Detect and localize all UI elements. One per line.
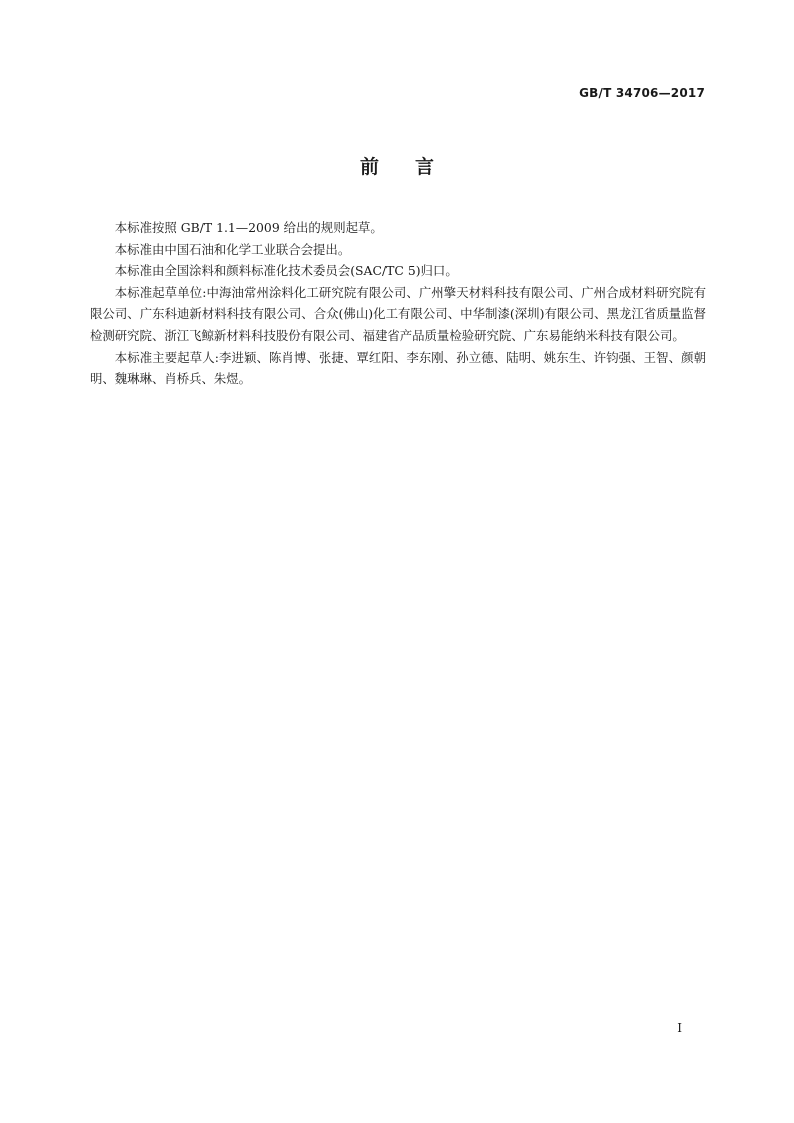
paragraph-drafters: 本标准主要起草人:李进颖、陈肖博、张捷、覃红阳、李东刚、孙立德、陆明、姚东生、许钧强、王智、颜朝明、魏琳琳、肖桥兵、朱煜。 [90, 349, 706, 387]
page-number: I [677, 1021, 682, 1035]
paragraph-proposer: 本标准由中国石油和化学工业联合会提出。 [114, 241, 351, 257]
standard-number: GB/T 34706—2017 [579, 86, 705, 100]
paragraph-drafting-units: 本标准起草单位:中海油常州涂料化工研究院有限公司、广州擎天材料科技有限公司、广州合成材料研究院有限公司、广东科迪新材料科技有限公司、合众(佛山)化工有限公司、中华制漆(深圳)有限公司、黑龙江省质量监督检测研究院、浙江飞鲸新材料科技股份有限公司、福建省产品质量检验研究院、广东易能纳米科技有限公司。 [90, 284, 706, 343]
foreword-body [90, 217, 706, 390]
paragraph-committee: 本标准由全国涂料和颜料标准化技术委员会(SAC/TC 5)归口。 [114, 263, 458, 279]
page-title: 前言 [359, 156, 470, 178]
paragraph-drafting-rules: 本标准按照 GB/T 1.1—2009 给出的规则起草。 [114, 220, 383, 235]
